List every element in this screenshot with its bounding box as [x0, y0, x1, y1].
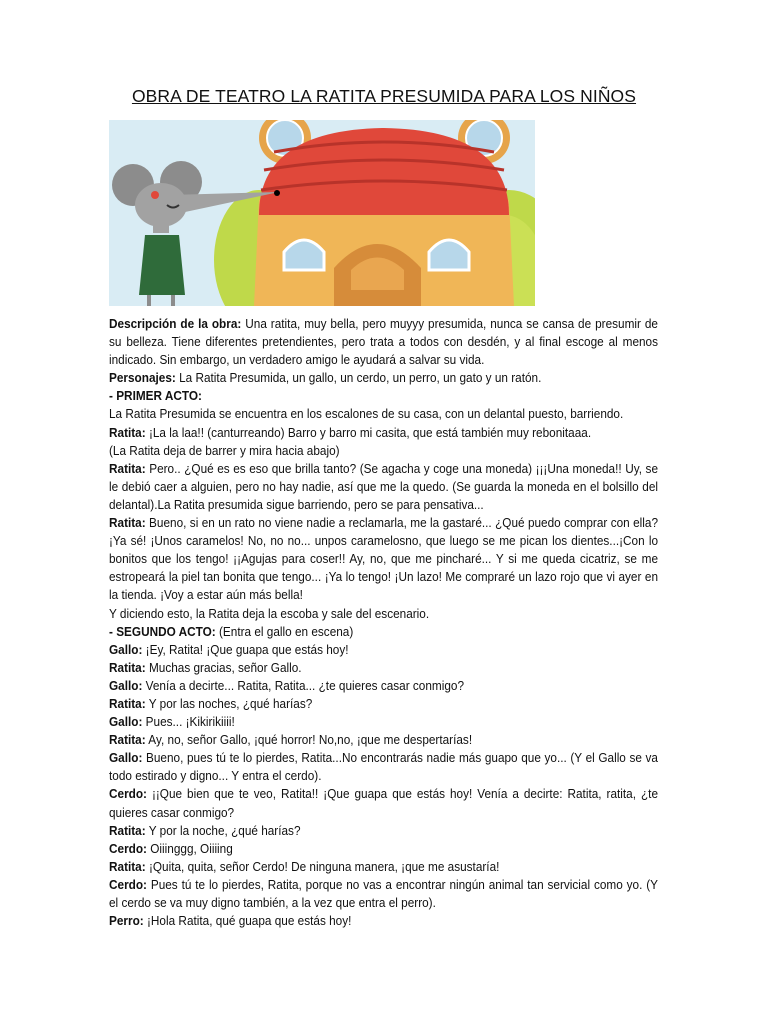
speaker-label: - PRIMER ACTO: [109, 388, 202, 404]
paragraph [109, 858, 658, 876]
paragraph-text: Y por las noches, ¿qué harías? [145, 695, 313, 711]
speaker-label: Ratita: [109, 732, 146, 748]
paragraph-text: La Ratita Presumida, un gallo, un cerdo, un perro, un gato y un ratón. [175, 370, 542, 386]
paragraph-text: Pues... ¡Kikirikiiii! [142, 714, 235, 730]
paragraph-text: Oiiinggg, Oiiiing [146, 840, 233, 856]
speaker-label: Gallo: [109, 677, 143, 693]
paragraph [109, 695, 658, 713]
paragraph-text: Pues tú te lo pierdes, Ratita, porque no vas a encontrar ningún animal tan servicial como yo. (Y el cerdo se va muy digno también, a la vez que entra el perro). [109, 876, 658, 910]
paragraph [109, 822, 658, 840]
speaker-label: Personajes: [109, 370, 176, 386]
speaker-label: - SEGUNDO ACTO: [109, 623, 216, 639]
paragraph-text: Bueno, si en un rato no viene nadie a reclamarla, me la gastaré... ¿Qué puedo comprar con ella? ¡Ya sé! ¡Unos caramelos! No, no no... unpos caramelosno, que luego se me pican los dientes...¡Con lo bonitos que los tengo! ¡¡Agujas para coser!! Ay, no, que me pincharé... Y si me queda cicatriz, se me estropeará la piel tan bonita que tengo... ¡Ya lo tengo! ¡Un lazo! Me compraré un lazo rojo que vi ayer en la tienda. ¡Voy a estar aún más bella! [109, 515, 659, 603]
paragraph [109, 677, 658, 695]
speaker-label: Cerdo: [109, 876, 147, 892]
page-title: OBRA DE TEATRO LA RATITA PRESUMIDA PARA LOS NIÑOS [131, 86, 637, 106]
speaker-label: Ratita: [109, 822, 146, 838]
paragraph-text: Una ratita, muy bella, pero muyyy presumida, nunca se cansa de presumir de su belleza. Tiene diferentes pretendientes, pero trata a todos con desdén, y al final escoge al menos indicado. Sin embargo, un verdadero amigo le ayudará a salvar su vida. [109, 316, 658, 368]
play-text [109, 315, 658, 930]
speaker-label: Gallo: [109, 714, 143, 730]
paragraph [109, 731, 658, 749]
paragraph-text: Y por la noche, ¿qué harías? [145, 822, 301, 838]
speaker-label: Gallo: [109, 750, 143, 766]
paragraph [109, 460, 658, 514]
paragraph [109, 785, 658, 821]
speaker-label: Ratita: [109, 424, 146, 440]
paragraph-text: Ay, no, señor Gallo, ¡qué horror! No,no, ¡que me despertarías! [145, 732, 473, 748]
paragraph-text: Pero.. ¿Qué es es eso que brilla tanto? (Se agacha y coge una moneda) ¡¡¡Una moneda!! Uy, se le debió caer a alguien, pero no hay nadie, así que me la quedo. (Se guarda la moneda en el bolsillo del delantal).La Ratita presumida sigue barriendo, pero se para pensativa... [109, 460, 659, 512]
paragraph [109, 659, 658, 677]
paragraph-text: Bueno, pues tú te lo pierdes, Ratita...No encontrarás nadie más guapo que yo... (Y el Gallo se va todo estirado y digno... Y entra el cerdo). [109, 750, 658, 784]
paragraph-text: Muchas gracias, señor Gallo. [145, 659, 302, 675]
speaker-label: Perro: [109, 913, 144, 929]
paragraph-text: (Entra el gallo en escena) [215, 623, 354, 639]
speaker-label: Ratita: [109, 460, 146, 476]
paragraph-text: Venía a decirte... Ratita, Ratita... ¿te quieres casar conmigo? [142, 677, 465, 693]
paragraph-text: La Ratita Presumida se encuentra en los escalones de su casa, con un delantal puesto, barriendo. [109, 406, 624, 422]
paragraph-text: Y diciendo esto, la Ratita deja la escoba y sale del escenario. [109, 605, 430, 621]
speaker-label: Gallo: [109, 641, 143, 657]
paragraph [109, 387, 658, 405]
paragraph-text: ¡Quita, quita, señor Cerdo! De ninguna manera, ¡que me asustaría! [145, 858, 500, 874]
paragraph-text: ¡¡Que bien que te veo, Ratita!! ¡Que guapa que estás hoy! Venía a decirte: Ratita, ratita, ¿te quieres casar conmigo? [109, 786, 658, 820]
paragraph-text: ¡La la laa!! (canturreando) Barro y barro mi casita, que está también muy rebonitaaa. [145, 424, 592, 440]
paragraph [109, 876, 658, 912]
ratita-house-illustration [109, 120, 535, 306]
speaker-label: Ratita: [109, 695, 146, 711]
speaker-label: Ratita: [109, 858, 146, 874]
speaker-label: Descripción de la obra: [109, 316, 242, 331]
paragraph-text: ¡Ey, Ratita! ¡Que guapa que estás hoy! [142, 641, 349, 657]
speaker-label: Cerdo: [109, 840, 147, 856]
paragraph [109, 605, 658, 623]
paragraph [109, 315, 658, 369]
paragraph-text: (La Ratita deja de barrer y mira hacia abajo) [109, 442, 340, 458]
paragraph [109, 424, 658, 442]
paragraph [109, 749, 658, 785]
paragraph [109, 713, 658, 731]
paragraph [109, 623, 658, 641]
speaker-label: Ratita: [109, 659, 146, 675]
paragraph [109, 405, 658, 423]
paragraph [109, 840, 658, 858]
paragraph [109, 442, 658, 460]
paragraph [109, 514, 658, 604]
paragraph-text: ¡Hola Ratita, qué guapa que estás hoy! [143, 913, 352, 929]
paragraph [109, 912, 658, 930]
paragraph [109, 641, 658, 659]
speaker-label: Cerdo: [109, 786, 147, 802]
speaker-label: Ratita: [109, 515, 146, 531]
paragraph [109, 369, 658, 387]
